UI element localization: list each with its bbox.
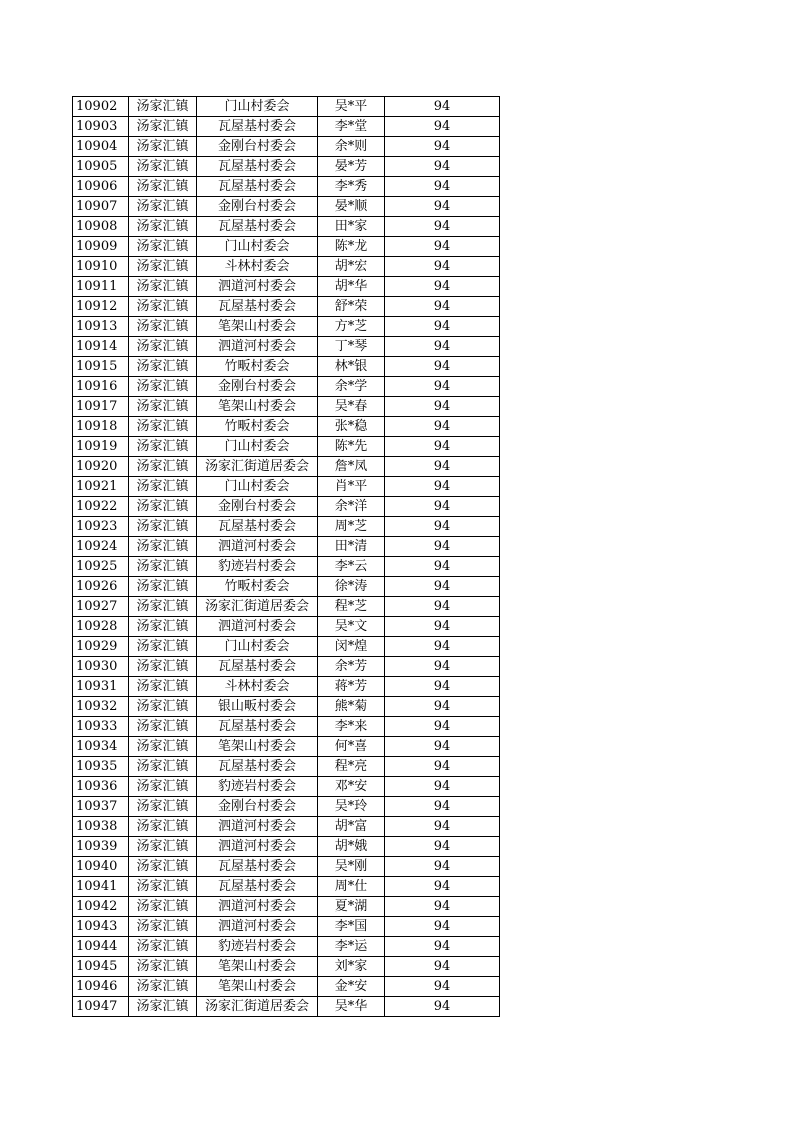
row-town-cell: 汤家汇镇	[129, 157, 197, 177]
table-row	[73, 137, 500, 157]
row-village-cell: 汤家汇街道居委会	[197, 597, 318, 617]
row-id-cell: 10934	[73, 737, 129, 757]
row-score-cell: 94	[385, 537, 500, 557]
row-town-cell: 汤家汇镇	[129, 297, 197, 317]
row-town-cell: 汤家汇镇	[129, 337, 197, 357]
row-town-cell: 汤家汇镇	[129, 277, 197, 297]
row-score-cell: 94	[385, 597, 500, 617]
row-score-cell: 94	[385, 237, 500, 257]
table-row	[73, 297, 500, 317]
table-row	[73, 697, 500, 717]
table-row	[73, 537, 500, 557]
row-town-cell: 汤家汇镇	[129, 457, 197, 477]
row-id-cell: 10905	[73, 157, 129, 177]
row-id-cell: 10920	[73, 457, 129, 477]
row-village-cell: 门山村委会	[197, 477, 318, 497]
row-id-cell: 10943	[73, 917, 129, 937]
row-id-cell: 10910	[73, 257, 129, 277]
table-row	[73, 997, 500, 1017]
row-id-cell: 10912	[73, 297, 129, 317]
table-row	[73, 957, 500, 977]
table-row	[73, 337, 500, 357]
row-village-cell: 瓦屋基村委会	[197, 517, 318, 537]
table-row	[73, 477, 500, 497]
row-score-cell: 94	[385, 337, 500, 357]
row-score-cell: 94	[385, 817, 500, 837]
row-village-cell: 金刚台村委会	[197, 797, 318, 817]
row-town-cell: 汤家汇镇	[129, 477, 197, 497]
row-town-cell: 汤家汇镇	[129, 657, 197, 677]
row-town-cell: 汤家汇镇	[129, 677, 197, 697]
row-name-cell: 胡*华	[318, 277, 385, 297]
table-row	[73, 237, 500, 257]
row-id-cell: 10911	[73, 277, 129, 297]
row-id-cell: 10902	[73, 97, 129, 117]
row-town-cell: 汤家汇镇	[129, 177, 197, 197]
table-row	[73, 497, 500, 517]
row-town-cell: 汤家汇镇	[129, 817, 197, 837]
row-village-cell: 瓦屋基村委会	[197, 297, 318, 317]
row-village-cell: 瓦屋基村委会	[197, 877, 318, 897]
row-name-cell: 蒋*芳	[318, 677, 385, 697]
row-score-cell: 94	[385, 837, 500, 857]
row-name-cell: 程*芝	[318, 597, 385, 617]
row-id-cell: 10927	[73, 597, 129, 617]
row-village-cell: 瓦屋基村委会	[197, 217, 318, 237]
row-village-cell: 金刚台村委会	[197, 497, 318, 517]
row-name-cell: 余*学	[318, 377, 385, 397]
row-village-cell: 斗林村委会	[197, 257, 318, 277]
row-id-cell: 10906	[73, 177, 129, 197]
row-town-cell: 汤家汇镇	[129, 117, 197, 137]
row-score-cell: 94	[385, 917, 500, 937]
table-row	[73, 937, 500, 957]
row-name-cell: 田*清	[318, 537, 385, 557]
table-row	[73, 97, 500, 117]
table-row	[73, 397, 500, 417]
table-row	[73, 977, 500, 997]
row-town-cell: 汤家汇镇	[129, 217, 197, 237]
row-village-cell: 瓦屋基村委会	[197, 177, 318, 197]
row-village-cell: 笔架山村委会	[197, 977, 318, 997]
table-row	[73, 837, 500, 857]
row-village-cell: 豹迹岩村委会	[197, 937, 318, 957]
row-name-cell: 晏*芳	[318, 157, 385, 177]
row-village-cell: 泗道河村委会	[197, 837, 318, 857]
row-village-cell: 金刚台村委会	[197, 377, 318, 397]
row-town-cell: 汤家汇镇	[129, 637, 197, 657]
row-village-cell: 瓦屋基村委会	[197, 857, 318, 877]
row-score-cell: 94	[385, 717, 500, 737]
row-village-cell: 瓦屋基村委会	[197, 757, 318, 777]
row-town-cell: 汤家汇镇	[129, 137, 197, 157]
row-score-cell: 94	[385, 157, 500, 177]
row-score-cell: 94	[385, 997, 500, 1017]
row-town-cell: 汤家汇镇	[129, 997, 197, 1017]
row-village-cell: 门山村委会	[197, 97, 318, 117]
row-town-cell: 汤家汇镇	[129, 497, 197, 517]
row-name-cell: 张*稳	[318, 417, 385, 437]
row-town-cell: 汤家汇镇	[129, 577, 197, 597]
row-town-cell: 汤家汇镇	[129, 697, 197, 717]
row-village-cell: 泗道河村委会	[197, 817, 318, 837]
row-score-cell: 94	[385, 477, 500, 497]
row-village-cell: 瓦屋基村委会	[197, 157, 318, 177]
row-name-cell: 吴*华	[318, 997, 385, 1017]
row-id-cell: 10938	[73, 817, 129, 837]
row-town-cell: 汤家汇镇	[129, 597, 197, 617]
table-row	[73, 577, 500, 597]
row-village-cell: 笔架山村委会	[197, 397, 318, 417]
row-town-cell: 汤家汇镇	[129, 837, 197, 857]
row-id-cell: 10937	[73, 797, 129, 817]
row-village-cell: 竹畈村委会	[197, 357, 318, 377]
table-row	[73, 317, 500, 337]
table-row	[73, 197, 500, 217]
row-town-cell: 汤家汇镇	[129, 857, 197, 877]
table-row	[73, 677, 500, 697]
row-id-cell: 10942	[73, 897, 129, 917]
table-row	[73, 737, 500, 757]
table-row	[73, 117, 500, 137]
row-name-cell: 吴*文	[318, 617, 385, 637]
row-score-cell: 94	[385, 117, 500, 137]
row-score-cell: 94	[385, 957, 500, 977]
row-town-cell: 汤家汇镇	[129, 397, 197, 417]
table-row	[73, 637, 500, 657]
row-name-cell: 刘*家	[318, 957, 385, 977]
row-town-cell: 汤家汇镇	[129, 617, 197, 637]
row-score-cell: 94	[385, 257, 500, 277]
row-score-cell: 94	[385, 577, 500, 597]
row-score-cell: 94	[385, 557, 500, 577]
row-id-cell: 10914	[73, 337, 129, 357]
row-village-cell: 门山村委会	[197, 437, 318, 457]
row-town-cell: 汤家汇镇	[129, 737, 197, 757]
row-name-cell: 夏*湖	[318, 897, 385, 917]
table-row	[73, 597, 500, 617]
row-score-cell: 94	[385, 757, 500, 777]
row-village-cell: 泗道河村委会	[197, 277, 318, 297]
row-id-cell: 10916	[73, 377, 129, 397]
row-score-cell: 94	[385, 897, 500, 917]
row-village-cell: 斗林村委会	[197, 677, 318, 697]
row-name-cell: 胡*宏	[318, 257, 385, 277]
row-score-cell: 94	[385, 617, 500, 637]
row-score-cell: 94	[385, 277, 500, 297]
table-row	[73, 417, 500, 437]
row-id-cell: 10909	[73, 237, 129, 257]
row-village-cell: 泗道河村委会	[197, 537, 318, 557]
row-village-cell: 瓦屋基村委会	[197, 657, 318, 677]
row-name-cell: 肖*平	[318, 477, 385, 497]
row-name-cell: 何*喜	[318, 737, 385, 757]
row-id-cell: 10941	[73, 877, 129, 897]
row-town-cell: 汤家汇镇	[129, 977, 197, 997]
row-id-cell: 10946	[73, 977, 129, 997]
row-score-cell: 94	[385, 777, 500, 797]
row-score-cell: 94	[385, 737, 500, 757]
row-town-cell: 汤家汇镇	[129, 877, 197, 897]
row-score-cell: 94	[385, 177, 500, 197]
row-id-cell: 10922	[73, 497, 129, 517]
row-town-cell: 汤家汇镇	[129, 537, 197, 557]
row-id-cell: 10913	[73, 317, 129, 337]
table-row	[73, 377, 500, 397]
table-row	[73, 257, 500, 277]
row-village-cell: 泗道河村委会	[197, 917, 318, 937]
row-score-cell: 94	[385, 97, 500, 117]
table-row	[73, 717, 500, 737]
row-name-cell: 吴*玲	[318, 797, 385, 817]
row-id-cell: 10939	[73, 837, 129, 857]
table-row	[73, 177, 500, 197]
row-score-cell: 94	[385, 317, 500, 337]
row-id-cell: 10945	[73, 957, 129, 977]
row-id-cell: 10935	[73, 757, 129, 777]
row-town-cell: 汤家汇镇	[129, 757, 197, 777]
row-score-cell: 94	[385, 657, 500, 677]
table-row	[73, 797, 500, 817]
row-village-cell: 泗道河村委会	[197, 897, 318, 917]
row-town-cell: 汤家汇镇	[129, 897, 197, 917]
row-id-cell: 10908	[73, 217, 129, 237]
row-name-cell: 李*来	[318, 717, 385, 737]
row-name-cell: 李*运	[318, 937, 385, 957]
row-id-cell: 10940	[73, 857, 129, 877]
table-row	[73, 817, 500, 837]
row-name-cell: 李*云	[318, 557, 385, 577]
row-score-cell: 94	[385, 857, 500, 877]
table-row	[73, 897, 500, 917]
row-id-cell: 10915	[73, 357, 129, 377]
row-village-cell: 笔架山村委会	[197, 317, 318, 337]
row-town-cell: 汤家汇镇	[129, 777, 197, 797]
row-id-cell: 10929	[73, 637, 129, 657]
row-id-cell: 10926	[73, 577, 129, 597]
row-score-cell: 94	[385, 497, 500, 517]
row-village-cell: 豹迹岩村委会	[197, 777, 318, 797]
row-name-cell: 詹*凤	[318, 457, 385, 477]
row-village-cell: 竹畈村委会	[197, 577, 318, 597]
row-town-cell: 汤家汇镇	[129, 237, 197, 257]
row-name-cell: 余*则	[318, 137, 385, 157]
row-name-cell: 徐*涛	[318, 577, 385, 597]
row-id-cell: 10917	[73, 397, 129, 417]
row-name-cell: 吴*春	[318, 397, 385, 417]
row-town-cell: 汤家汇镇	[129, 317, 197, 337]
row-score-cell: 94	[385, 937, 500, 957]
row-score-cell: 94	[385, 217, 500, 237]
row-score-cell: 94	[385, 977, 500, 997]
row-name-cell: 熊*菊	[318, 697, 385, 717]
row-name-cell: 陈*龙	[318, 237, 385, 257]
row-village-cell: 门山村委会	[197, 237, 318, 257]
row-id-cell: 10925	[73, 557, 129, 577]
row-score-cell: 94	[385, 197, 500, 217]
table-row	[73, 617, 500, 637]
row-name-cell: 周*芝	[318, 517, 385, 537]
row-score-cell: 94	[385, 437, 500, 457]
row-id-cell: 10904	[73, 137, 129, 157]
row-village-cell: 豹迹岩村委会	[197, 557, 318, 577]
table-row	[73, 157, 500, 177]
row-town-cell: 汤家汇镇	[129, 97, 197, 117]
row-town-cell: 汤家汇镇	[129, 957, 197, 977]
row-score-cell: 94	[385, 417, 500, 437]
row-town-cell: 汤家汇镇	[129, 357, 197, 377]
row-score-cell: 94	[385, 697, 500, 717]
row-town-cell: 汤家汇镇	[129, 917, 197, 937]
row-id-cell: 10933	[73, 717, 129, 737]
row-score-cell: 94	[385, 677, 500, 697]
row-name-cell: 程*亮	[318, 757, 385, 777]
row-village-cell: 瓦屋基村委会	[197, 117, 318, 137]
row-score-cell: 94	[385, 397, 500, 417]
row-score-cell: 94	[385, 297, 500, 317]
row-id-cell: 10919	[73, 437, 129, 457]
row-score-cell: 94	[385, 137, 500, 157]
table-row	[73, 877, 500, 897]
row-name-cell: 李*堂	[318, 117, 385, 137]
row-village-cell: 金刚台村委会	[197, 137, 318, 157]
roster-table-body	[73, 97, 500, 1017]
row-village-cell: 笔架山村委会	[197, 957, 318, 977]
row-town-cell: 汤家汇镇	[129, 517, 197, 537]
table-row	[73, 917, 500, 937]
row-id-cell: 10903	[73, 117, 129, 137]
row-name-cell: 胡*娥	[318, 837, 385, 857]
row-score-cell: 94	[385, 377, 500, 397]
table-row	[73, 757, 500, 777]
row-name-cell: 吴*平	[318, 97, 385, 117]
row-name-cell: 陈*先	[318, 437, 385, 457]
row-name-cell: 余*芳	[318, 657, 385, 677]
row-name-cell: 方*芝	[318, 317, 385, 337]
row-town-cell: 汤家汇镇	[129, 377, 197, 397]
table-row	[73, 277, 500, 297]
row-town-cell: 汤家汇镇	[129, 937, 197, 957]
row-name-cell: 李*国	[318, 917, 385, 937]
row-name-cell: 丁*琴	[318, 337, 385, 357]
row-name-cell: 田*家	[318, 217, 385, 237]
row-id-cell: 10907	[73, 197, 129, 217]
row-name-cell: 闵*煌	[318, 637, 385, 657]
table-row	[73, 357, 500, 377]
row-village-cell: 银山畈村委会	[197, 697, 318, 717]
roster-table	[72, 96, 500, 1017]
table-row	[73, 217, 500, 237]
row-town-cell: 汤家汇镇	[129, 717, 197, 737]
row-village-cell: 笔架山村委会	[197, 737, 318, 757]
row-id-cell: 10947	[73, 997, 129, 1017]
table-row	[73, 657, 500, 677]
row-score-cell: 94	[385, 797, 500, 817]
row-town-cell: 汤家汇镇	[129, 257, 197, 277]
row-village-cell: 汤家汇街道居委会	[197, 457, 318, 477]
row-name-cell: 舒*荣	[318, 297, 385, 317]
row-id-cell: 10932	[73, 697, 129, 717]
table-row	[73, 517, 500, 537]
row-name-cell: 邓*安	[318, 777, 385, 797]
row-village-cell: 金刚台村委会	[197, 197, 318, 217]
row-id-cell: 10936	[73, 777, 129, 797]
row-name-cell: 胡*富	[318, 817, 385, 837]
row-score-cell: 94	[385, 637, 500, 657]
row-name-cell: 林*银	[318, 357, 385, 377]
row-village-cell: 汤家汇街道居委会	[197, 997, 318, 1017]
row-id-cell: 10921	[73, 477, 129, 497]
row-town-cell: 汤家汇镇	[129, 797, 197, 817]
row-village-cell: 泗道河村委会	[197, 617, 318, 637]
row-name-cell: 吴*刚	[318, 857, 385, 877]
row-town-cell: 汤家汇镇	[129, 417, 197, 437]
row-score-cell: 94	[385, 877, 500, 897]
row-id-cell: 10928	[73, 617, 129, 637]
row-town-cell: 汤家汇镇	[129, 197, 197, 217]
row-score-cell: 94	[385, 517, 500, 537]
row-town-cell: 汤家汇镇	[129, 437, 197, 457]
row-village-cell: 瓦屋基村委会	[197, 717, 318, 737]
row-name-cell: 金*安	[318, 977, 385, 997]
row-id-cell: 10924	[73, 537, 129, 557]
row-village-cell: 竹畈村委会	[197, 417, 318, 437]
row-id-cell: 10944	[73, 937, 129, 957]
row-village-cell: 泗道河村委会	[197, 337, 318, 357]
row-name-cell: 余*洋	[318, 497, 385, 517]
row-name-cell: 周*仕	[318, 877, 385, 897]
row-score-cell: 94	[385, 357, 500, 377]
row-village-cell: 门山村委会	[197, 637, 318, 657]
table-row	[73, 557, 500, 577]
row-id-cell: 10918	[73, 417, 129, 437]
row-score-cell: 94	[385, 457, 500, 477]
row-id-cell: 10930	[73, 657, 129, 677]
row-name-cell: 晏*顺	[318, 197, 385, 217]
table-row	[73, 777, 500, 797]
row-name-cell: 李*秀	[318, 177, 385, 197]
row-id-cell: 10931	[73, 677, 129, 697]
row-town-cell: 汤家汇镇	[129, 557, 197, 577]
table-row	[73, 437, 500, 457]
row-id-cell: 10923	[73, 517, 129, 537]
table-row	[73, 457, 500, 477]
table-row	[73, 857, 500, 877]
